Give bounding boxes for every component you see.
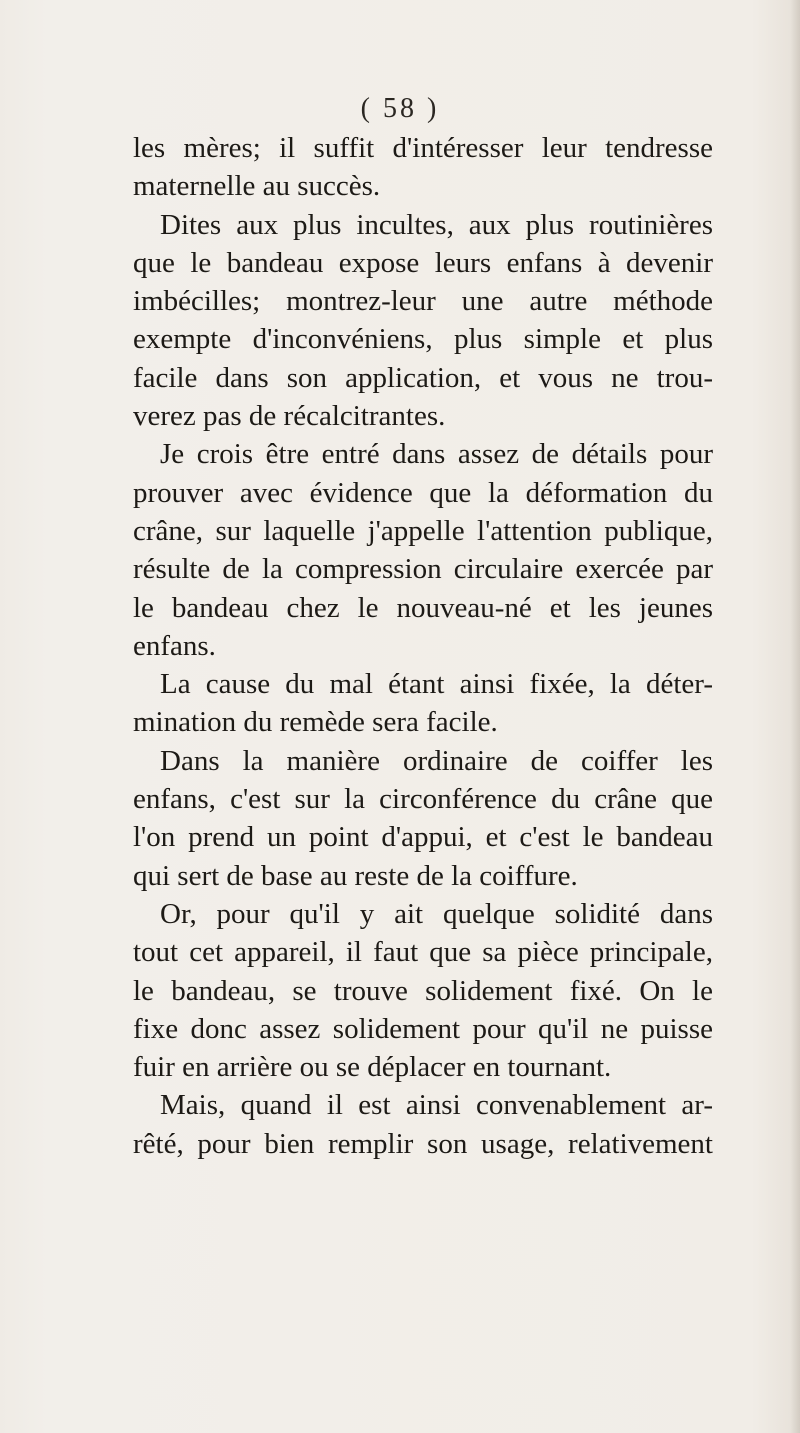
text-line: enfans, c'est sur la circonférence du crâne que	[133, 783, 713, 816]
text-line: La cause du mal étant ainsi fixée, la déter-	[160, 668, 713, 701]
text-line: Mais, quand il est ainsi convenablement ar-	[160, 1089, 713, 1122]
text-line: fixe donc assez solidement pour qu'il ne puisse	[133, 1012, 713, 1045]
page-number: ( 58 )	[360, 93, 440, 124]
text-line: tout cet appareil, il faut que sa pièce principale,	[133, 936, 713, 969]
text-line: Dites aux plus incultes, aux plus routinières	[160, 208, 713, 241]
text-line: prouver avec évidence que la déformation du	[133, 476, 713, 509]
text-line: Or, pour qu'il y ait quelque solidité dans	[160, 897, 713, 930]
text-line: l'on prend un point d'appui, et c'est le bandeau	[133, 821, 713, 854]
text-line: rêté, pour bien remplir son usage, relativement	[133, 1127, 713, 1160]
text-line: fuir en arrière ou se déplacer en tournant.	[133, 1051, 612, 1084]
text-line: résulte de la compression circulaire exercée par	[133, 553, 713, 586]
text-line: mination du remède sera facile.	[133, 706, 498, 739]
text-line: maternelle au succès.	[133, 170, 381, 203]
text-line: crâne, sur laquelle j'appelle l'attention publique,	[133, 514, 713, 547]
text-line: verez pas de récalcitrantes.	[133, 400, 446, 433]
page-edge-shadow	[790, 0, 800, 1433]
text-line: Dans la manière ordinaire de coiffer les	[160, 744, 713, 777]
text-line: le bandeau, se trouve solidement fixé. On le	[133, 974, 713, 1007]
text-line: exempte d'inconvéniens, plus simple et plus	[133, 323, 713, 356]
text-line: le bandeau chez le nouveau-né et les jeunes	[133, 591, 713, 624]
text-line: enfans.	[133, 629, 216, 662]
body-text	[133, 129, 713, 1163]
text-line: facile dans son application, et vous ne trou-	[133, 361, 713, 394]
text-line: imbécilles; montrez-leur une autre méthode	[133, 285, 713, 318]
text-line: Je crois être entré dans assez de détails pour	[160, 438, 713, 471]
text-line: qui sert de base au reste de la coiffure.	[133, 859, 578, 892]
text-line: que le bandeau expose leurs enfans à devenir	[133, 246, 713, 279]
text-line: les mères; il suffit d'intéresser leur tendresse	[133, 132, 713, 164]
